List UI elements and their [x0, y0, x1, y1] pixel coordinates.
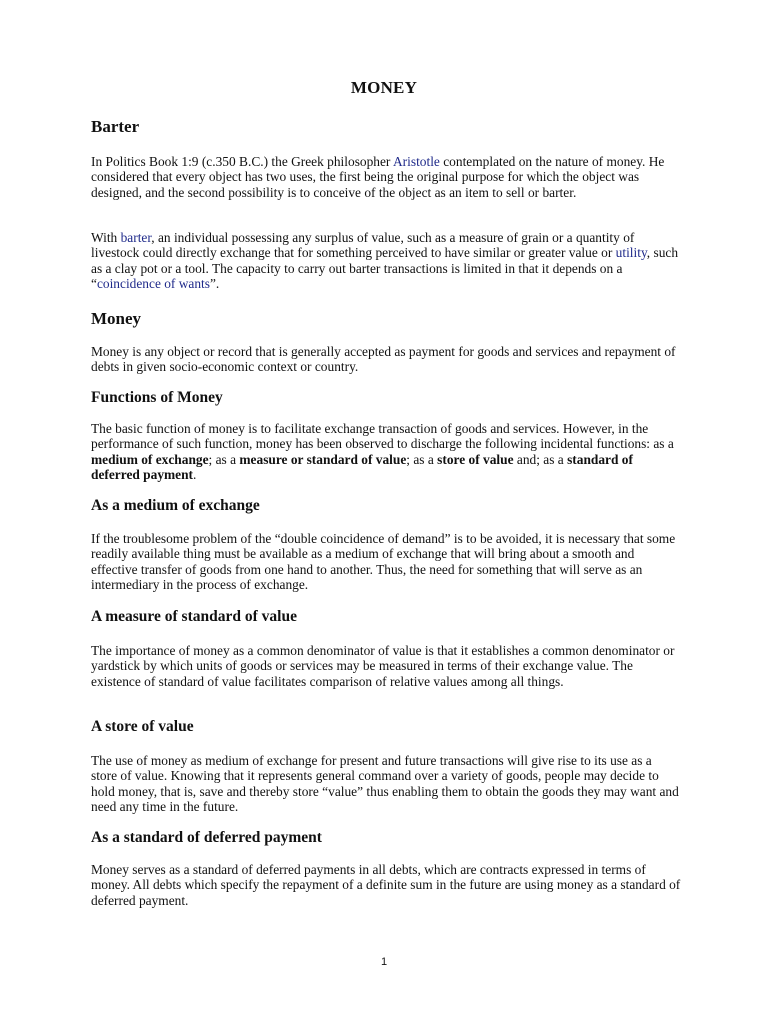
paragraph-money-definition: Money is any object or record that is generally accepted as payment for goods and services and repayment of debts in given socio-economic context or country.: [91, 344, 676, 375]
paragraph-store-of-value: The use of money as medium of exchange for present and future transactions will give rise to its use as a store of value. Knowing that it represents general command over a variety of goods, people may decide to hold money, that is, save and thereby store “value” thus enabling them to obtain the goods they may want and need any time in the future.: [91, 753, 679, 814]
bold-store-of-value: store of value: [437, 451, 514, 467]
text-segment: .: [193, 466, 197, 482]
text-segment: With: [91, 230, 121, 245]
text-segment: contemplated on the nature of money. He considered that every object has two uses, the first being the original purpose for which the object was designed, and the second possibility is to conceive of the object as an item to sell or barter.: [91, 154, 665, 200]
text-segment: ; as a: [406, 451, 438, 467]
bold-measure-of-value: measure or standard of value: [239, 451, 407, 467]
bold-deferred-payment: standard of deferred payment: [91, 451, 633, 482]
paragraph-medium-of-exchange: If the troublesome problem of the “double coincidence of demand” is to be avoided, it is necessary that some readily available thing must be available as a medium of exchange that will bring about a smooth and effective transfer of goods from one hand to another. Thus, the need for something that will serve as an intermediary in the process of exchange.: [91, 531, 676, 592]
heading-functions-of-money: Functions of Money: [91, 389, 223, 406]
heading-deferred-payment: As a standard of deferred payment: [91, 829, 322, 846]
text-segment: ”.: [209, 275, 220, 291]
text-segment: ; as a: [208, 451, 240, 467]
heading-money: Money: [91, 309, 142, 328]
heading-measure-of-value: A measure of standard of value: [91, 608, 297, 625]
paragraph-measure-of-value: The importance of money as a common denominator of value is that it establishes a common denominator or yardstick by which units of goods or services may be measured in terms of their exchange value. The existence of standard of value facilitates comparison of relative values among all things.: [91, 643, 675, 689]
heading-store-of-value: A store of value: [91, 718, 194, 735]
paragraph-deferred-payment: Money serves as a standard of deferred payments in all debts, which are contracts expressed in terms of money. All debts which specify the repayment of a definite sum in the future are using money as a standard of deferred payment.: [91, 862, 681, 908]
paragraph-functions: [91, 421, 681, 482]
link-barter[interactable]: barter: [120, 230, 152, 245]
link-utility[interactable]: utility: [615, 245, 647, 261]
paragraph-barter-aristotle: [91, 154, 681, 200]
heading-barter: Barter: [91, 117, 140, 136]
text-segment: The basic function of money is to facilitate exchange transaction of goods and services. However, in the performance of such function, money has been observed to discharge the following incidental functions: as a: [91, 421, 674, 452]
link-coincidence-of-wants[interactable]: coincidence of wants: [96, 275, 210, 291]
link-aristotle[interactable]: Aristotle: [393, 154, 440, 169]
text-segment: , such as a clay pot or a tool. The capacity to carry out barter transactions is limited in that it depends on a “: [91, 245, 679, 291]
page-number: 1: [380, 956, 388, 968]
bold-medium-of-exchange: medium of exchange: [91, 451, 209, 467]
text-segment: , an individual possessing any surplus of value, such as a measure of grain or a quantity of livestock could directly exchange that for something perceived to have similar or greater value or: [91, 230, 635, 261]
paragraph-barter-definition: [91, 230, 681, 291]
text-segment: In Politics Book 1:9 (c.350 B.C.) the Greek philosopher: [91, 154, 394, 169]
document-title: MONEY: [350, 78, 418, 97]
text-segment: and; as a: [513, 451, 568, 467]
heading-medium-of-exchange: As a medium of exchange: [91, 497, 260, 514]
